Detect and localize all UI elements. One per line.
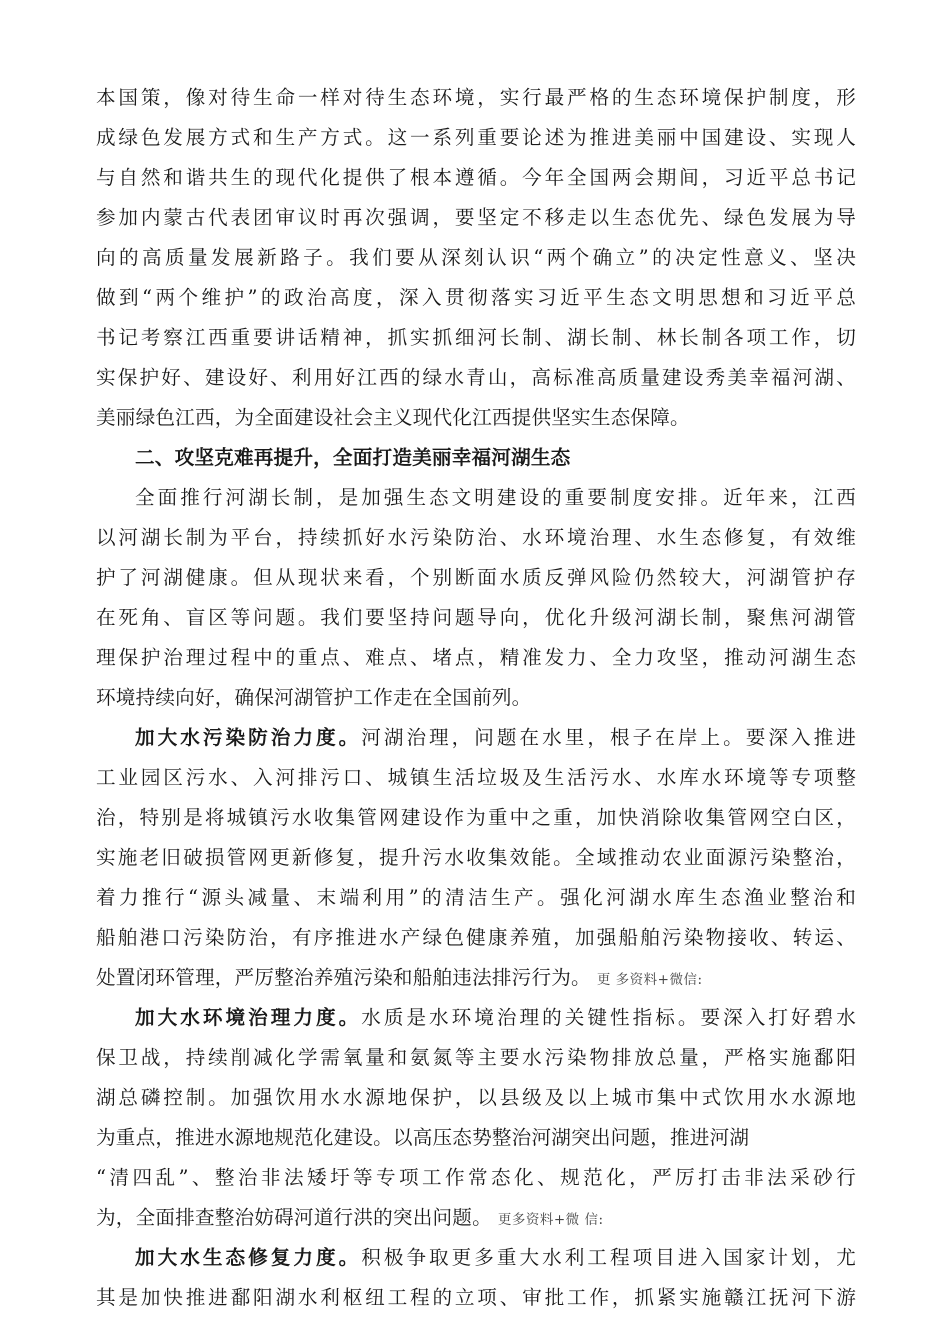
paragraph-last-text: 为，全面排查整治妨碍河道行洪的突出问题。 [96,1206,492,1229]
text-line: 美丽绿色江西，为全面建设社会主义现代化江西提供坚实生态保障。 [96,406,690,429]
paragraph-1 [96,78,856,438]
text-line [96,718,856,758]
text-line: 与自然和谐共生的现代化提供了根本遵循。今年全国两会期间，习近平总书记 [96,166,856,189]
paragraph-4 [96,998,856,1238]
text-line: 成绿色发展方式和生产方式。这一系列重要论述为推进美丽中国建设、实现人 [96,126,856,149]
text-line: 书记考察江西重要讲话精神，抓实抓细河长制、湖长制、林长制各项工作，切 [96,326,856,349]
text-line: 湖总磷控制。加强饮用水水源地保护，以县级及以上城市集中式饮用水水源地 [96,1086,856,1109]
text-line: “清四乱”、整治非法矮圩等专项工作常态化、规范化，严厉打击非法采砂行 [96,1166,856,1189]
text-line: 全面推行河湖长制，是加强生态文明建设的重要制度安排。近年来，江西 [135,486,856,509]
text-line: 护了河湖健康。但从现状来看，个别断面水质反弹风险仍然较大，河湖管护存 [96,566,856,589]
document-body [96,78,856,1318]
paragraph-lead-rest: 积极争取更多重大水利工程项目进入国家计划，尤 [361,1246,857,1269]
text-line: 工业园区污水、入河排污口、城镇生活垃圾及生活污水、水库水环境等专项整 [96,766,856,789]
text-line: 实保护好、建设好、利用好江西的绿水青山，高标准高质量建设秀美幸福河湖、 [96,366,856,389]
text-line: 向的高质量发展新路子。我们要从深刻认识“两个确立”的决定性意义、坚决 [96,246,856,269]
paragraph-last-text: 处置闭环管理，严厉整治养殖污染和船舶违法排污行为。 [96,966,591,989]
section-heading-text: 二、攻坚克难再提升，全面打造美丽幸福河湖生态 [135,446,571,469]
text-line: 理保护治理过程中的重点、难点、堵点，精准发力、全力攻坚，推动河湖生态 [96,646,856,669]
text-line [96,1238,856,1278]
watermark-note: 更 多资料+微信: [596,972,703,988]
text-line: 以河湖长制为平台，持续抓好水污染防治、水环境治理、水生态修复，有效维 [96,526,856,549]
text-line: 在死角、盲区等问题。我们要坚持问题导向，优化升级河湖长制，聚焦河湖管 [96,606,856,629]
paragraph-lead-rest: 水质是水环境治理的关键性指标。要深入打好碧水 [361,1006,857,1029]
text-line: 治，特别是将城镇污水收集管网建设作为重中之重，加快消除收集管网空白区， [96,806,856,829]
watermark-note: 更多资料+微 信: [497,1212,604,1228]
text-line: 做到“两个维护”的政治高度，深入贯彻落实习近平生态文明思想和习近平总 [96,286,856,309]
paragraph-lead-rest: 河湖治理，问题在水里，根子在岸上。要深入推进 [361,726,857,749]
paragraph-5 [96,1238,856,1318]
paragraph-lead-bold: 加大水环境治理力度。 [135,1006,362,1029]
text-line: 着力推行“源头减量、末端利用”的清洁生产。强化河湖水库生态渔业整治和 [96,886,856,909]
text-line: 为重点，推进水源地规范化建设。以高压态势整治河湖突出问题，推进河湖 [96,1126,750,1149]
text-line [96,1198,856,1238]
paragraph-lead-bold: 加大水污染防治力度。 [135,726,362,749]
text-line: 本国策，像对待生命一样对待生态环境，实行最严格的生态环境保护制度，形 [96,86,856,109]
text-line [96,998,856,1038]
text-line: 其是加快推进鄱阳湖水利枢纽工程的立项、审批工作，抓紧实施赣江抚河下游 [96,1286,856,1309]
paragraph-lead-bold: 加大水生态修复力度。 [135,1246,362,1269]
text-line: 环境持续向好，确保河湖管护工作走在全国前列。 [96,686,532,709]
section-heading [96,438,856,478]
text-line: 实施老旧破损管网更新修复，提升污水收集效能。全域推动农业面源污染整治， [96,846,856,869]
paragraph-3 [96,718,856,998]
text-line: 船舶港口污染防治，有序推进水产绿色健康养殖，加强船舶污染物接收、转运、 [96,926,856,949]
text-line [96,958,856,998]
text-line: 保卫战，持续削减化学需氧量和氨氮等主要水污染物排放总量，严格实施鄱阳 [96,1046,856,1069]
paragraph-2 [96,478,856,718]
text-line: 参加内蒙古代表团审议时再次强调，要坚定不移走以生态优先、绿色发展为导 [96,206,856,229]
